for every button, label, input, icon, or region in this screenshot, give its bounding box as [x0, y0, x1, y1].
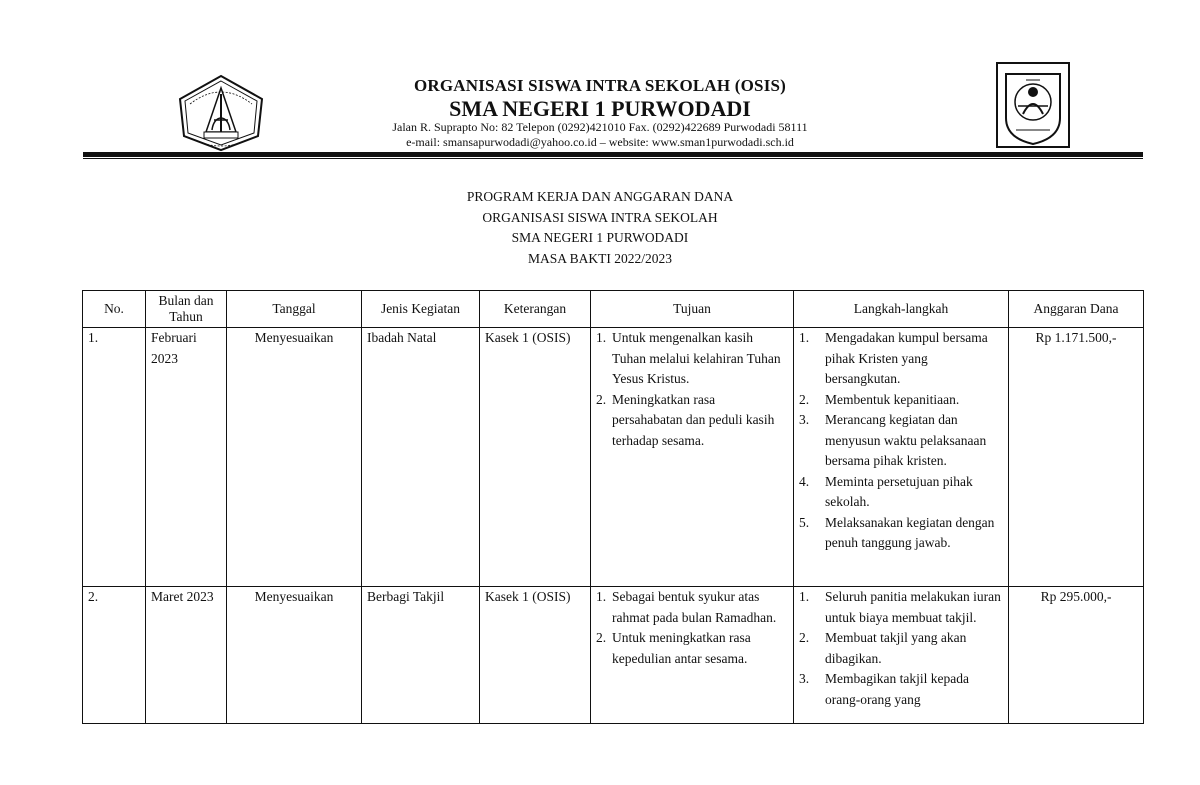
cell-jenis: Berbagi Takjil	[362, 587, 480, 724]
col-header-tanggal: Tanggal	[227, 291, 362, 328]
list-item: 5. Melaksanakan kegiatan dengan penuh tanggung jawab.	[799, 514, 995, 550]
organization-name: ORGANISASI SISWA INTRA SEKOLAH (OSIS)	[413, 76, 787, 95]
title-line: PROGRAM KERJA DAN ANGGARAN DANA	[466, 189, 734, 204]
cell-tanggal: Menyesuaikan	[227, 587, 362, 724]
cell-tujuan	[591, 328, 794, 587]
cell-jenis: Ibadah Natal	[362, 328, 480, 587]
table-row	[83, 328, 1144, 587]
title-line: SMA NEGERI 1 PURWODADI	[511, 230, 689, 245]
osis-logo	[996, 62, 1070, 148]
list-item: 3. Membagikan takjil kepada orang-orang yang	[799, 671, 969, 707]
col-header-anggaran: Anggaran Dana	[1009, 291, 1144, 328]
cell-keterangan: Kasek 1 (OSIS)	[480, 587, 591, 724]
header-divider-thin	[83, 158, 1143, 159]
table-header-row	[83, 291, 1144, 328]
col-header-no: No.	[83, 291, 146, 328]
school-name: SMA NEGERI 1 PURWODADI	[449, 96, 751, 121]
col-header-keterangan: Keterangan	[480, 291, 591, 328]
school-contact: e-mail: smansapurwodadi@yahoo.co.id – website: www.sman1purwodadi.sch.id	[406, 135, 794, 149]
title-line: MASA BAKTI 2022/2023	[527, 250, 672, 266]
school-logo	[176, 74, 266, 152]
list-item: 3. Merancang kegiatan dan menyusun waktu pelaksanaan bersama pihak kristen.	[799, 412, 987, 468]
document-title	[300, 187, 900, 269]
school-address: Jalan R. Suprapto No: 82 Telepon (0292)421010 Fax. (0292)422689 Purwodadi 58111	[392, 120, 808, 134]
cell-bulan: Februari 2023	[146, 328, 227, 587]
list-item: 1. Seluruh panitia melakukan iuran untuk biaya membuat takjil.	[799, 589, 1001, 625]
col-header-bulan: Bulan dan Tahun	[146, 291, 227, 328]
cell-anggaran: Rp 1.171.500,-	[1009, 328, 1144, 587]
list-item: 2. Membuat takjil yang akan dibagikan.	[799, 630, 967, 666]
list-item: 2. Membentuk kepanitiaan.	[799, 391, 960, 407]
cell-no: 2.	[83, 587, 146, 724]
list-item: 2. Untuk meningkatkan rasa kepedulian antar sesama.	[596, 630, 751, 666]
header-divider	[83, 152, 1143, 157]
cell-langkah	[794, 328, 1009, 587]
list-item: 4. Meminta persetujuan pihak sekolah.	[799, 473, 973, 509]
cell-langkah	[794, 587, 1009, 724]
col-header-langkah: Langkah-langkah	[794, 291, 1009, 328]
cell-no: 1.	[83, 328, 146, 587]
table-row	[83, 587, 1144, 724]
cell-tanggal: Menyesuaikan	[227, 328, 362, 587]
cell-keterangan: Kasek 1 (OSIS)	[480, 328, 591, 587]
title-line: ORGANISASI SISWA INTRA SEKOLAH	[482, 209, 718, 225]
list-item: 1. Untuk mengenalkan kasih Tuhan melalui kelahiran Tuhan Yesus Kristus.	[596, 330, 781, 386]
col-header-jenis: Jenis Kegiatan	[362, 291, 480, 328]
cell-bulan: Maret 2023	[146, 587, 227, 724]
col-header-tujuan: Tujuan	[591, 291, 794, 328]
cell-tujuan	[591, 587, 794, 724]
cell-anggaran: Rp 295.000,-	[1009, 587, 1144, 724]
list-item: 1. Mengadakan kumpul bersama pihak Kristen yang bersangkutan.	[799, 330, 988, 386]
list-item: 2. Meningkatkan rasa persahabatan dan peduli kasih terhadap sesama.	[596, 391, 775, 448]
program-table	[82, 290, 1144, 724]
list-item: 1. Sebagai bentuk syukur atas rahmat pada bulan Ramadhan.	[596, 589, 777, 625]
